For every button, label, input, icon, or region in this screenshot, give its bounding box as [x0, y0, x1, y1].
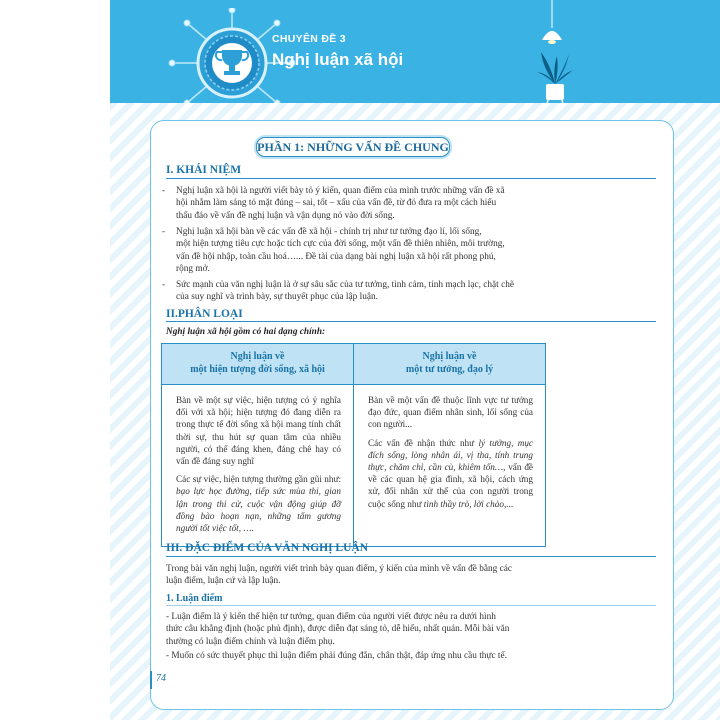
- table-cell-social: Bàn về một sự việc, hiện tượng có ý nghĩa đối với xã hội; hiện tượng đó đang diễn ra trong thực tế đời sống xã hội mang tính chất thời sự, thu hút sự quan tâm của nhiều người, có thể đáng khen, đáng chê hay có vấn đề đáng suy nghĩ Các sự việc, hiện tượng thường gần gũi như: bạo lực học đường, tiếp sức mùa thi, gian lận trong thi cử, cuộc vận động giúp đỡ đồng bào hoạn nạn, những tấm gương người tốt việc tốt, ….: [162, 385, 354, 547]
- section-heading-3: III. ĐẶC ĐIỂM CỦA VĂN NGHỊ LUẬN: [166, 542, 369, 554]
- classification-table: [161, 343, 546, 547]
- page-number-bar: [150, 671, 152, 689]
- chapter-title: Nghị luận xã hội: [272, 50, 404, 69]
- subheading-luan-diem: 1. Luận điểm: [166, 593, 223, 604]
- table-header-ideology: Nghị luận về một tư tưởng, đạo lý: [354, 344, 546, 385]
- book-page: [110, 0, 720, 720]
- section-heading-2: II.PHÂN LOẠI: [166, 308, 243, 320]
- potted-plant-icon: [535, 48, 575, 103]
- subheading-underline: [166, 605, 656, 606]
- page-number: 74: [156, 673, 166, 684]
- classification-intro: Nghị luận xã hội gồm có hai dạng chính:: [166, 327, 326, 337]
- section-underline-3: [166, 556, 656, 557]
- luan-diem-paragraph-1: - Luận điểm là ý kiến thể hiện tư tưởng, quan điểm của người viết được nêu ra dưới hình thức câu khẳng định (hoặc phủ định), được diễn đạt sáng tỏ, dễ hiểu, nhất quán. Mỗi bài văn thường có luận điểm chính và luận điểm phụ.: [166, 612, 510, 647]
- left-margin: [0, 0, 110, 720]
- chapter-banner: [110, 0, 720, 103]
- luan-diem-paragraph-2: - Muốn có sức thuyết phục thì luận điểm phải đúng đắn, chân thật, đáp ứng nhu cầu thực tế.: [166, 651, 507, 661]
- characteristics-intro: Trong bài văn nghị luận, người viết trình bày quan điểm, ý kiến của mình về vấn đề bằng các luận điểm, luận cứ và lập luận.: [166, 564, 513, 587]
- section-heading-1: I. KHÁI NIỆM: [166, 164, 242, 176]
- table-cell-ideology: Bàn về một vấn đề thuộc lĩnh vực tư tưởng đạo đức, quan điểm nhân sinh, lối sống của con người... Các vấn đề nhận thức như lý tưởng, mục đích sống, lòng nhân ái, vị tha, tính trung thực, chăm chỉ, cần cù, khiêm tốn…, vấn đề về các quan hệ gia đình, xã hội, cách ứng xử, đối nhân xử thế của con người trong cuộc sống như tình thầy trò, lời chào,...: [354, 385, 546, 547]
- table-header-social: Nghị luận về một hiện tượng đời sống, xã hội: [162, 344, 354, 385]
- chapter-label: CHUYÊN ĐỀ 3: [272, 33, 346, 45]
- list-item: - Sức mạnh của văn nghị luận là ở sự sâu sắc của tư tưởng, tình cảm, tính mạch lạc, chặt chẽ của suy nghĩ và trình bày, sự thuyết phục của lập luận.: [162, 280, 514, 303]
- part-title: PHẦN 1: NHỮNG VẤN ĐỀ CHUNG: [256, 137, 450, 157]
- list-item: - Nghị luận xã hội là người viết bày tỏ ý kiến, quan điểm của mình trước những vấn đề xã hội nhằm làm sáng tỏ mặt đúng – sai, tốt – xấu của vấn đề, từ đó đưa ra một cách hiểu thấu đáo về vấn đề nghị luận và vận dụng nó vào đời sống.: [162, 186, 505, 221]
- section-underline-2: [166, 321, 656, 322]
- list-item: - Nghị luận xã hội bàn về các vấn đề xã hội - chính trị như tư tưởng đạo lí, lối sống, một hiện tượng tiêu cực hoặc tích cực của đời sống, một vấn đề thiên nhiên, môi trường, vấn đề hội nhập, toàn cầu hoá…... Đề tài của dạng bài nghị luận xã hội rất phong phú, rộng mở.: [162, 227, 505, 274]
- section-underline-1: [166, 178, 656, 179]
